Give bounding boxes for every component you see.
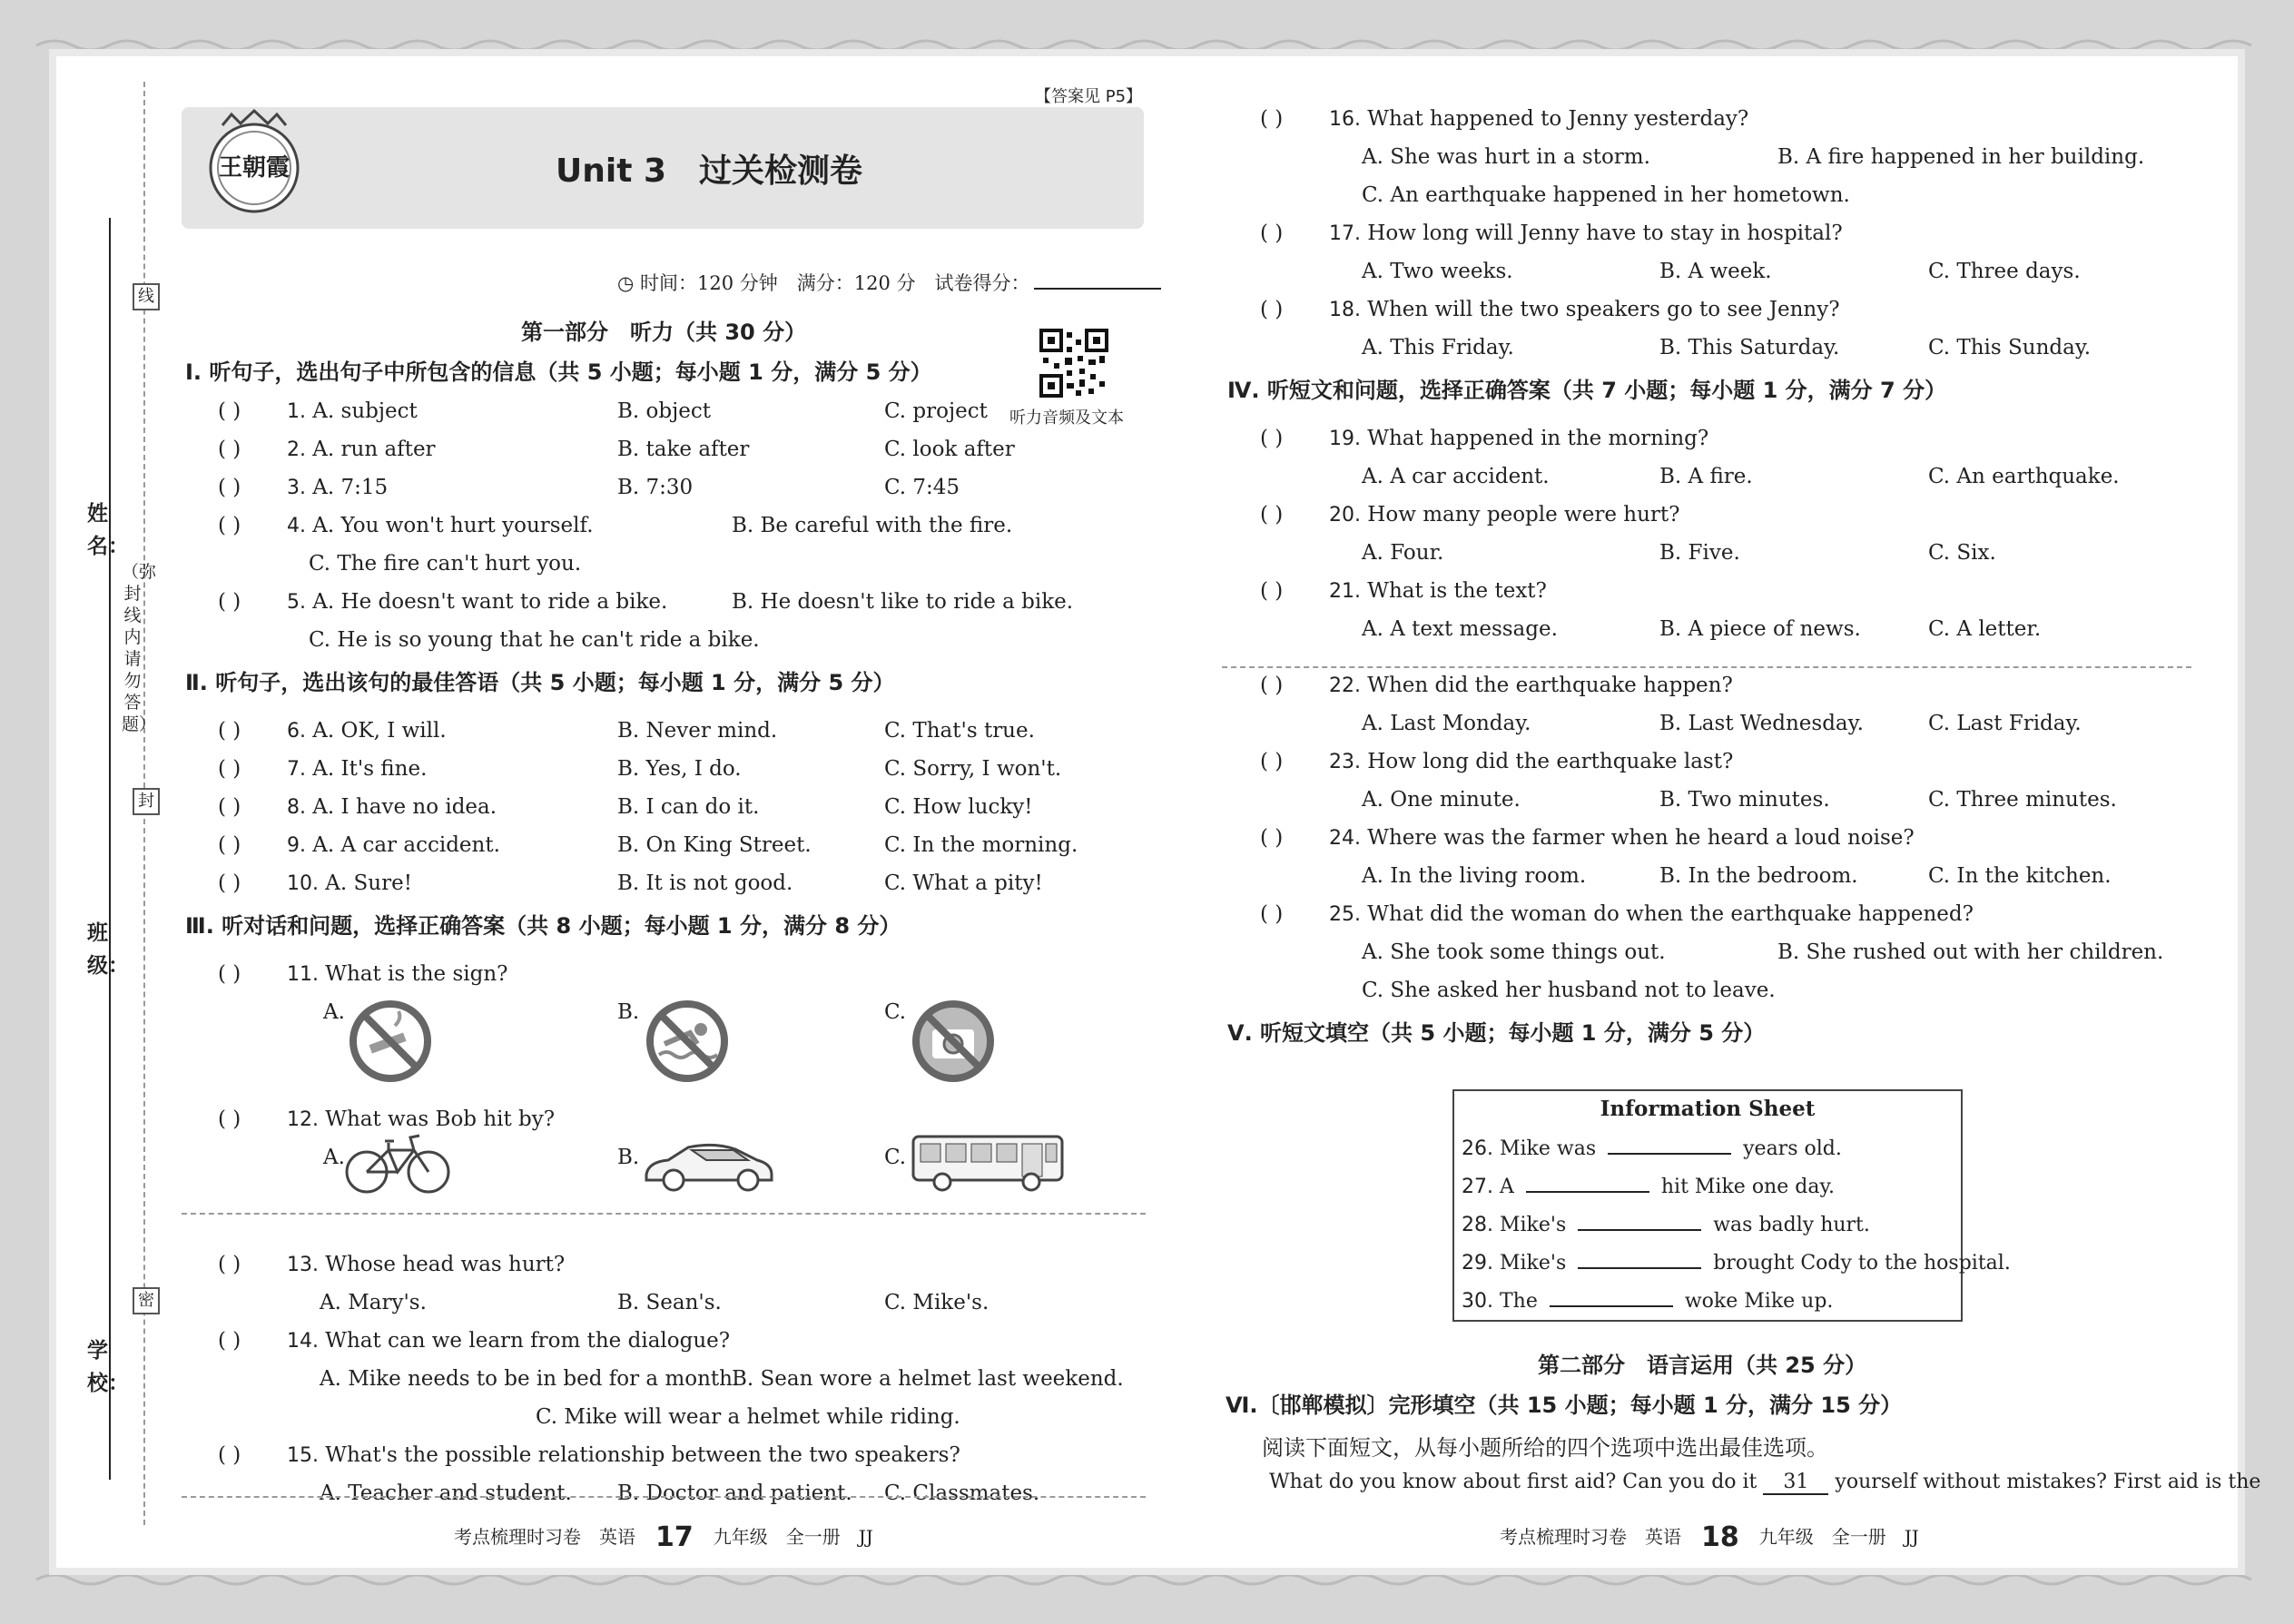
option-c[interactable]: C. She asked her husband not to leave.: [1362, 979, 1776, 1002]
info-number: 30.: [1462, 1290, 1500, 1313]
question-text: What happened in the morning?: [1361, 427, 1709, 450]
page-number-left: 17: [655, 1521, 694, 1553]
answer-bracket[interactable]: ( ): [1260, 826, 1284, 850]
section-heading: Ⅱ. 听句子，选出该句的最佳答语（共 5 小题；每小题 1 分，满分 5 分）: [185, 670, 895, 695]
question-row: [1260, 296, 1840, 324]
question-number: 8.: [287, 796, 306, 819]
info-row: [1462, 1287, 1833, 1315]
option-a[interactable]: A. He doesn't want to ride a bike.: [306, 590, 668, 614]
info-number: 27.: [1462, 1176, 1500, 1198]
svg-text:王朝霞: 王朝霞: [218, 154, 290, 182]
question-row: [320, 1365, 1124, 1393]
option-c[interactable]: C. Classmates.: [884, 1481, 1040, 1505]
option-a[interactable]: A. 7:15: [306, 476, 389, 499]
right-divider: [1222, 666, 2191, 668]
answer-bracket[interactable]: ( ): [218, 871, 241, 895]
option-a[interactable]: A. Teacher and student.: [320, 1481, 572, 1505]
bicycle-picture: [345, 1130, 450, 1196]
left-divider-2: [182, 1496, 1146, 1498]
answer-ref: 【答案见 P5】: [1035, 87, 1143, 106]
question-number: 21.: [1329, 580, 1361, 603]
option-a[interactable]: A. run after: [306, 438, 436, 461]
option-b[interactable]: B. Yes, I do.: [617, 757, 742, 781]
section-1-heading: Ⅰ. 听句子，选出句子中所包含的信息（共 5 小题；每小题 1 分，满分 5 分）: [185, 359, 932, 385]
answer-bracket[interactable]: ( ): [218, 1443, 241, 1467]
option-a[interactable]: A. Mary's.: [320, 1291, 427, 1314]
question-number: 5.: [287, 591, 306, 614]
info-text-before: The: [1499, 1290, 1544, 1313]
question-row: [1260, 672, 1733, 700]
option-c[interactable]: C. 7:45: [884, 476, 960, 499]
question-row: [218, 398, 988, 426]
option-b[interactable]: B. On King Street.: [617, 833, 812, 857]
question-text: What did the woman do when the earthquake happened?: [1361, 902, 1974, 926]
question-number: 11.: [287, 963, 319, 986]
option-c[interactable]: C. Three days.: [1928, 260, 2081, 283]
option-b[interactable]: B. A week.: [1659, 260, 1772, 283]
question-row: [1260, 748, 1733, 776]
question-row: [1260, 824, 1915, 852]
picture-option-a[interactable]: A.: [323, 1000, 345, 1024]
question-row: [1362, 182, 1850, 209]
question-row: [1362, 862, 2112, 890]
seal-char-mi: 密: [133, 1287, 160, 1314]
question-number: 23.: [1329, 751, 1361, 773]
info-row: [1462, 1135, 1842, 1163]
clock-icon: ◷: [617, 272, 635, 294]
option-c[interactable]: C. project: [884, 399, 988, 423]
option-a[interactable]: A. OK, I will.: [306, 719, 447, 743]
question-row: [1260, 105, 1748, 133]
option-b[interactable]: B. Sean wore a helmet last weekend.: [732, 1367, 1124, 1391]
question-text: When will the two speakers go to see Jenny?: [1361, 298, 1840, 321]
question-number: 14.: [287, 1330, 319, 1353]
answer-bracket[interactable]: ( ): [1260, 503, 1284, 527]
option-c[interactable]: C. This Sunday.: [1928, 336, 2092, 359]
info-text-before: Mike's: [1499, 1252, 1573, 1275]
no-smoking-sign: [348, 999, 433, 1084]
question-text: When did the earthquake happen?: [1361, 674, 1733, 697]
info-blank[interactable]: [1578, 1211, 1701, 1231]
answer-bracket[interactable]: ( ): [218, 590, 241, 614]
question-number: 4.: [287, 515, 306, 537]
option-c[interactable]: C. Mike's.: [884, 1291, 989, 1314]
question-text: What can we learn from the dialogue?: [319, 1329, 731, 1353]
info-text-after: was badly hurt.: [1707, 1214, 1870, 1236]
part2-title: 第二部分 语言运用（共 25 分）: [1538, 1353, 1867, 1378]
option-a[interactable]: A. She took some things out.: [1362, 940, 1666, 964]
answer-bracket[interactable]: ( ): [218, 438, 241, 461]
option-a[interactable]: A. A car accident.: [1362, 465, 1550, 488]
information-sheet: [1452, 1089, 2011, 1322]
option-c[interactable]: C. An earthquake happened in her hometown.: [1362, 183, 1850, 207]
option-c[interactable]: C. Three minutes.: [1928, 788, 2117, 812]
option-b[interactable]: B. object: [617, 399, 711, 423]
question-row: [218, 960, 508, 989]
question-text: What is the text?: [1361, 579, 1547, 603]
page-title: Unit 3 过关检测卷: [556, 153, 862, 190]
question-row: [218, 588, 1074, 616]
info-row: [1462, 1249, 2011, 1277]
car-picture: [641, 1135, 775, 1193]
option-a[interactable]: A. You won't hurt yourself.: [306, 514, 594, 537]
question-text: How long did the earthquake last?: [1361, 750, 1734, 773]
section-6-heading: Ⅵ.〔邯郸模拟〕完形填空（共 15 小题；每小题 1 分，满分 15 分）: [1226, 1393, 1903, 1418]
answer-bracket[interactable]: ( ): [218, 795, 241, 819]
left-divider-1: [182, 1213, 1146, 1215]
option-c[interactable]: C. In the kitchen.: [1928, 864, 2112, 888]
question-text: Whose head was hurt?: [319, 1253, 566, 1276]
question-text: What was Bob hit by?: [319, 1107, 556, 1131]
question-number: 1.: [287, 400, 306, 423]
answer-bracket[interactable]: ( ): [218, 757, 241, 781]
answer-bracket[interactable]: ( ): [218, 476, 241, 499]
option-a[interactable]: A. Sure!: [319, 871, 412, 895]
question-number: 9.: [287, 834, 306, 857]
question-row: [218, 436, 1015, 464]
option-b[interactable]: B. take after: [617, 438, 750, 461]
label-name: 姓名：: [87, 502, 129, 558]
question-row: [1362, 463, 2120, 490]
info-blank[interactable]: [1608, 1135, 1731, 1155]
question-row: [1260, 425, 1708, 453]
answer-bracket[interactable]: ( ): [218, 514, 241, 537]
section-heading: Ⅳ. 听短文和问题，选择正确答案（共 7 小题；每小题 1 分，满分 7 分）: [1227, 378, 1947, 403]
picture-option-b[interactable]: B.: [617, 1000, 640, 1024]
info-row: [1462, 1173, 1835, 1201]
option-b[interactable]: B. Doctor and patient.: [617, 1481, 852, 1505]
option-c[interactable]: C. He is so young that he can't ride a bike.: [309, 628, 760, 652]
footer-left: 考点梳理时习卷 英语 17 九年级 全一册 JJ: [454, 1521, 873, 1553]
option-c[interactable]: C. Last Friday.: [1928, 712, 2082, 735]
option-b[interactable]: B. Sean's.: [617, 1291, 722, 1314]
question-text: What's the possible relationship between the two speakers?: [319, 1443, 960, 1467]
option-b[interactable]: B. Two minutes.: [1659, 788, 1830, 812]
answer-bracket[interactable]: ( ): [218, 1253, 241, 1276]
answer-bracket[interactable]: ( ): [1260, 579, 1284, 603]
option-c[interactable]: C. What a pity!: [884, 871, 1043, 895]
question-text: Where was the farmer when he heard a loud noise?: [1361, 826, 1915, 850]
option-a[interactable]: A. In the living room.: [1362, 864, 1587, 888]
option-b[interactable]: B. A fire happened in her building.: [1777, 145, 2145, 169]
info-number: 26.: [1462, 1137, 1500, 1160]
answer-bracket[interactable]: ( ): [1260, 107, 1284, 131]
question-row: [1260, 501, 1679, 529]
option-a[interactable]: A. It's fine.: [306, 757, 428, 781]
option-a[interactable]: A. She was hurt in a storm.: [1362, 145, 1650, 169]
footer-right: 考点梳理时习卷 英语 18 九年级 全一册 JJ: [1500, 1521, 1919, 1553]
question-row: [323, 1144, 907, 1171]
info-number: 28.: [1462, 1214, 1500, 1236]
option-a[interactable]: A. A car accident.: [306, 833, 500, 857]
question-row: [218, 512, 1013, 540]
option-b[interactable]: B. I can do it.: [617, 795, 760, 819]
option-b[interactable]: B. A piece of news.: [1659, 617, 1861, 641]
question-row: [218, 1442, 960, 1470]
question-row: [309, 550, 581, 577]
publisher-logo: [191, 107, 318, 229]
question-text: How long will Jenny have to stay in hospital?: [1361, 221, 1843, 245]
question-number: 15.: [287, 1444, 319, 1467]
question-row: [320, 1289, 989, 1316]
option-b[interactable]: B. It is not good.: [617, 871, 793, 895]
page-number-right: 18: [1701, 1521, 1739, 1553]
picture-option-b[interactable]: B.: [617, 1146, 640, 1169]
info-text-after: brought Cody to the hospital.: [1707, 1252, 2011, 1275]
answer-bracket[interactable]: ( ): [218, 962, 241, 986]
question-row: [1362, 977, 1776, 1004]
option-a[interactable]: A. One minute.: [1362, 788, 1521, 812]
option-b[interactable]: B. Five.: [1659, 541, 1740, 565]
option-c[interactable]: C. An earthquake.: [1928, 465, 2120, 488]
question-number: 18.: [1329, 299, 1361, 321]
qr-caption: 听力音频及文本: [1009, 408, 1124, 428]
question-number: 13.: [287, 1254, 319, 1276]
info-number: 29.: [1462, 1252, 1500, 1275]
question-row: [218, 1327, 730, 1355]
question-row: [218, 1251, 565, 1279]
question-number: 25.: [1329, 903, 1361, 926]
question-text: What is the sign?: [319, 962, 508, 986]
picture-option-c[interactable]: C.: [884, 1000, 907, 1024]
option-c[interactable]: C. Mike will wear a helmet while riding.: [536, 1405, 960, 1429]
option-c[interactable]: C. A letter.: [1928, 617, 2042, 641]
question-row: [536, 1403, 960, 1431]
question-row: [1260, 220, 1843, 248]
question-row: [218, 717, 1035, 745]
option-c[interactable]: C. How lucky!: [884, 795, 1033, 819]
seal-char-xian: 线: [133, 283, 160, 310]
answer-bracket[interactable]: ( ): [1260, 674, 1284, 697]
question-number: 17.: [1329, 222, 1361, 245]
question-row: [218, 870, 1043, 898]
question-row: [323, 999, 907, 1026]
answer-bracket[interactable]: ( ): [1260, 427, 1284, 450]
question-number: 19.: [1329, 428, 1361, 450]
option-b[interactable]: B. 7:30: [617, 476, 694, 499]
question-row: [218, 474, 960, 502]
option-a[interactable]: A. I have no idea.: [306, 795, 497, 819]
question-row: [320, 1480, 1040, 1507]
section-heading: Ⅴ. 听短文填空（共 5 小题；每小题 1 分，满分 5 分）: [1227, 1020, 1766, 1046]
cloze-instruction: 阅读下面短文，从每小题所给的四个选项中选出最佳选项。: [1262, 1435, 1828, 1461]
no-photos-sign: [911, 999, 996, 1084]
answer-bracket[interactable]: ( ): [218, 399, 241, 423]
question-number: 22.: [1329, 674, 1361, 697]
option-b[interactable]: B. Be careful with the fire.: [732, 514, 1013, 537]
info-text-after: woke Mike up.: [1678, 1290, 1834, 1313]
question-row: [1260, 901, 1974, 929]
answer-bracket[interactable]: ( ): [1260, 750, 1284, 773]
question-row: [218, 755, 1062, 783]
label-class: 班级：: [87, 921, 129, 978]
time-score-line: ◷ 时间：120 分钟 满分：120 分 试卷得分：: [617, 269, 1161, 296]
question-row: [218, 832, 1078, 860]
name-field-line: [109, 218, 111, 1480]
answer-bracket[interactable]: ( ): [1260, 298, 1284, 321]
info-text-before: A: [1499, 1176, 1521, 1198]
answer-bracket[interactable]: ( ): [218, 1329, 241, 1353]
picture-option-c[interactable]: C.: [884, 1146, 907, 1169]
info-text-before: Mike's: [1499, 1214, 1573, 1236]
seal-char-feng: 封: [133, 788, 160, 815]
option-a[interactable]: A. Two weeks.: [1362, 260, 1513, 283]
info-blank[interactable]: [1526, 1173, 1649, 1193]
info-blank[interactable]: [1578, 1249, 1701, 1269]
question-row: [309, 626, 760, 654]
info-row: [1462, 1211, 1870, 1239]
answer-bracket[interactable]: ( ): [218, 1107, 241, 1131]
question-row: [1362, 710, 2082, 737]
label-school: 学校：: [87, 1339, 129, 1395]
option-b[interactable]: B. A fire.: [1659, 465, 1753, 488]
question-number: 6.: [287, 720, 306, 743]
option-a[interactable]: A. This Friday.: [1362, 336, 1514, 359]
option-a[interactable]: A. Four.: [1362, 541, 1444, 565]
question-number: 20.: [1329, 504, 1361, 527]
question-number: 2.: [287, 438, 306, 461]
info-text-after: years old.: [1737, 1137, 1842, 1160]
qr-code: [1039, 329, 1108, 398]
option-c[interactable]: C. In the morning.: [884, 833, 1078, 857]
question-number: 12.: [287, 1108, 319, 1131]
question-number: 10.: [287, 872, 319, 895]
question-number: 3.: [287, 477, 306, 499]
answer-bracket[interactable]: ( ): [1260, 902, 1284, 926]
section-heading: Ⅲ. 听对话和问题，选择正确答案（共 8 小题；每小题 1 分，满分 8 分）: [185, 913, 901, 939]
option-c[interactable]: C. Six.: [1928, 541, 1996, 565]
question-number: 24.: [1329, 827, 1361, 850]
option-b[interactable]: B. This Saturday.: [1659, 336, 1840, 359]
option-a[interactable]: A. Mike needs to be in bed for a month.: [320, 1367, 740, 1391]
option-b[interactable]: B. Last Wednesday.: [1659, 712, 1864, 735]
part1-title: 第一部分 听力（共 30 分）: [521, 320, 807, 345]
option-c[interactable]: C. Sorry, I won't.: [884, 757, 1062, 781]
option-c[interactable]: C. look after: [884, 438, 1015, 461]
bus-picture: [908, 1131, 1068, 1193]
option-b[interactable]: B. He doesn't like to ride a bike.: [732, 590, 1074, 614]
answer-bracket[interactable]: ( ): [218, 833, 241, 857]
question-row: [1362, 334, 2092, 361]
option-b[interactable]: B. In the bedroom.: [1659, 864, 1858, 888]
info-text-after: hit Mike one day.: [1654, 1176, 1835, 1198]
question-text: What happened to Jenny yesterday?: [1361, 107, 1749, 131]
blank-31[interactable]: 31: [1763, 1471, 1828, 1495]
option-b[interactable]: B. Never mind.: [617, 719, 778, 743]
question-text: How many people were hurt?: [1361, 503, 1680, 527]
cloze-passage-start: What do you know about first aid? Can you do it 31 yourself without mistakes? First aid is the: [1269, 1471, 2261, 1493]
option-c[interactable]: C. The fire can't hurt you.: [309, 552, 582, 576]
question-row: [1260, 577, 1547, 605]
question-row: [1362, 143, 2145, 171]
question-row: [1362, 615, 2042, 643]
question-row: [1362, 539, 1996, 566]
score-blank[interactable]: [1034, 270, 1161, 290]
answer-bracket[interactable]: ( ): [1260, 221, 1284, 245]
picture-option-a[interactable]: A.: [323, 1146, 345, 1169]
question-number: 7.: [287, 758, 306, 781]
answer-bracket[interactable]: ( ): [218, 719, 241, 743]
question-row: [1362, 786, 2117, 813]
option-a[interactable]: A. Last Monday.: [1362, 712, 1531, 735]
no-swimming-sign: [645, 999, 730, 1084]
info-text-before: Mike was: [1499, 1137, 1603, 1160]
option-a[interactable]: A. subject: [306, 399, 418, 423]
margin-notice: （弥封线内请勿答题）: [122, 562, 157, 734]
question-row: [1362, 939, 2164, 966]
question-number: 16.: [1329, 108, 1361, 131]
info-blank[interactable]: [1550, 1287, 1673, 1307]
option-c[interactable]: C. That's true.: [884, 719, 1035, 743]
question-row: [218, 793, 1033, 822]
option-a[interactable]: A. A text message.: [1362, 617, 1558, 641]
info-sheet-title: Information Sheet: [1600, 1097, 1816, 1121]
question-row: [1362, 258, 2081, 285]
option-b[interactable]: B. She rushed out with her children.: [1777, 940, 2164, 964]
